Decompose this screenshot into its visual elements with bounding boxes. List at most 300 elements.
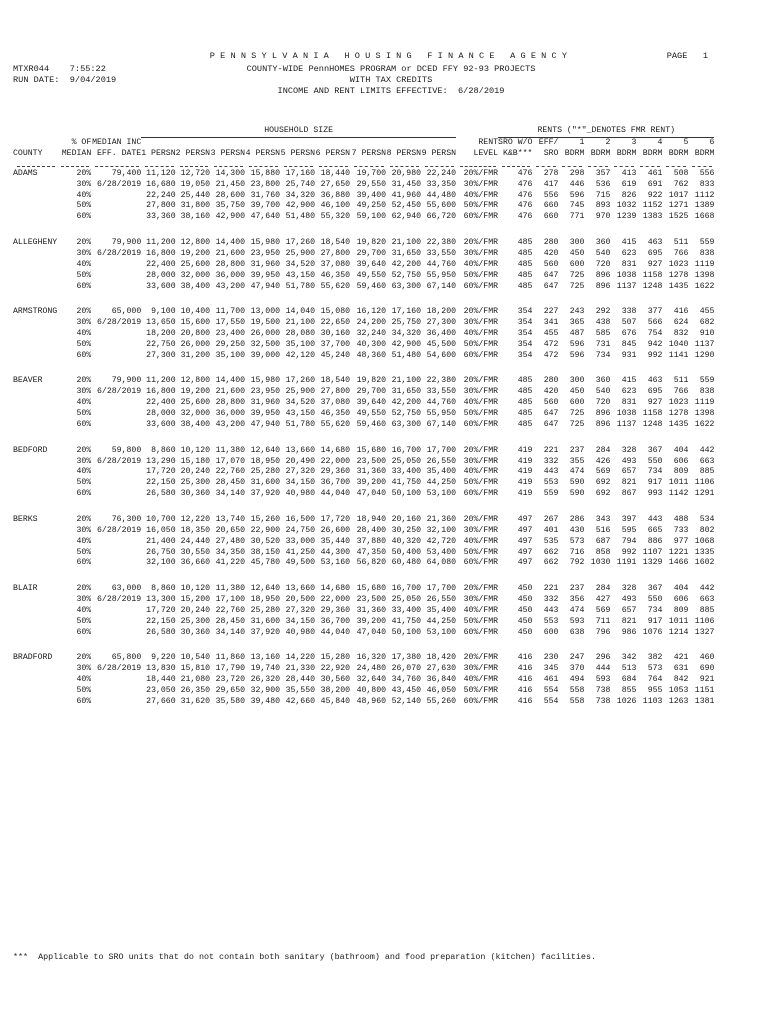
bdrm-rent: 1158 [642,409,663,419]
bdrm-rent: 600 [569,259,585,269]
income-limit: 16,800 [146,387,176,397]
bdrm-rent: 695 [647,248,663,258]
dash-rule [214,162,243,167]
eff-sro-rent: 345 [543,664,559,674]
effective-date-subtitle: INCOME AND RENT LIMITS EFFECTIVE: 6/28/2019 [277,86,505,96]
bdrm-rent: 1141 [668,350,689,360]
income-limit: 37,880 [356,536,387,546]
bdrm-rent: 360 [595,376,611,386]
table-row [13,318,714,329]
rent-level: 40%/FMR [463,605,499,615]
median-income: 79,900 [111,376,142,386]
bdrm-rent: 487 [569,328,585,338]
table-row [13,584,714,595]
bdrm-rent: 720 [595,398,611,408]
rent-level: 60%/FMR [463,489,499,499]
dash-rule [17,162,55,167]
income-limit: 10,400 [180,307,211,317]
income-limit: 40,980 [285,627,316,637]
eff-date: 6/28/2019 [97,387,142,397]
column-header [280,137,315,148]
income-limit: 31,450 [391,179,422,189]
sro-rent: 485 [517,398,533,408]
income-limit: 13,160 [250,653,281,663]
column-header: 1 PERSN [141,148,176,158]
county-name [13,201,57,212]
header-dash [498,160,532,169]
income-limit: 43,200 [215,420,246,429]
bdrm-rent: 684 [621,675,637,685]
income-limit: 14,040 [285,307,316,317]
percent-of-median: 30% [76,318,92,328]
header-dash [610,160,636,169]
column-header: 8 PERSN [386,148,422,158]
percent-of-median: 60% [76,350,92,360]
bdrm-rent: 550 [647,594,663,604]
bdrm-rent: 1335 [694,547,715,557]
county-name: BRADFORD [13,653,53,663]
column-header: 9 PERSN [421,148,457,158]
income-limit: 28,440 [285,675,316,685]
income-limit: 54,600 [426,350,457,360]
income-limit: 33,600 [146,281,176,291]
bdrm-rent: 1030 [590,558,611,568]
income-limit: 17,700 [426,445,457,455]
income-limit: 22,920 [320,664,351,674]
bdrm-rent: 237 [569,584,585,594]
eff-sro-rent: 341 [543,318,559,328]
bdrm-rent: 1383 [642,212,663,222]
rent-level: 40%/FMR [463,259,499,269]
bdrm-rent: 796 [595,627,611,637]
income-limit: 36,660 [180,558,211,568]
bdrm-rent: 1214 [668,627,689,637]
income-limit: 39,700 [250,201,281,211]
bdrm-rent: 970 [595,212,611,222]
column-header: EFF/ [538,137,559,147]
eff-sro-rent: 227 [543,307,559,317]
income-limit: 53,160 [320,558,351,568]
rent-level: 30%/FMR [463,318,499,328]
sro-rent: 476 [517,201,533,211]
income-limit: 11,380 [215,445,246,455]
county-name [13,457,57,468]
income-limit: 26,750 [146,547,176,557]
income-limit: 21,330 [285,664,316,674]
income-limit: 16,680 [146,179,176,189]
county-name: BERKS [13,514,38,524]
bdrm-rent: 443 [647,514,663,524]
income-limit: 34,140 [215,489,246,499]
bdrm-rent: 858 [595,547,611,557]
income-limit: 21,100 [391,237,422,247]
income-limit: 13,290 [146,456,176,466]
income-limit: 40,320 [391,536,422,546]
dash-rule [588,162,608,167]
county-name [13,271,57,282]
income-limit: 25,750 [391,318,422,328]
spacer-cell [13,292,714,307]
eff-sro-rent: 647 [543,281,559,291]
income-limit: 25,740 [285,179,316,189]
income-limit: 31,960 [250,259,281,269]
income-limit: 33,360 [146,212,176,222]
sro-rent: 416 [517,653,533,663]
income-limit: 20,980 [391,168,422,178]
bdrm-rent: 237 [569,445,585,455]
sro-rent: 416 [517,675,533,685]
eff-sro-rent: 401 [543,525,559,535]
bdrm-rent: 734 [647,467,663,477]
report-time: 7:55:22 [69,64,106,74]
bdrm-rent: 421 [673,653,689,663]
bdrm-rent: 367 [647,445,663,455]
table-row [13,307,714,318]
bdrm-rent: 1119 [694,398,715,408]
income-limit: 11,200 [146,376,176,386]
bdrm-rent: 1068 [694,536,715,546]
income-limit: 42,660 [285,696,316,706]
county-name [13,686,57,697]
income-limit: 48,960 [356,696,387,706]
income-limit: 34,150 [285,616,316,626]
income-limit: 18,950 [250,594,281,604]
income-limit: 17,720 [146,605,176,615]
dash-rule [502,162,530,167]
income-limit: 39,640 [356,398,387,408]
percent-of-median: 20% [76,376,92,386]
income-limit: 46,350 [320,270,351,280]
income-limit: 33,350 [426,179,457,189]
income-limit: 18,540 [320,376,351,386]
sro-rent: 476 [517,190,533,200]
rent-level: 20%/FMR [463,168,499,178]
bdrm-rent: 243 [569,307,585,317]
income-limit: 15,980 [250,237,281,247]
income-limit: 15,680 [356,584,387,594]
dash-rule [319,162,348,167]
sro-rent: 354 [517,328,533,338]
dash-rule [536,162,556,167]
median-income [91,201,141,212]
bdrm-rent: 558 [569,685,585,695]
bdrm-rent: 992 [647,350,663,360]
median-income [91,697,141,708]
median-income [91,548,141,559]
county-name [13,617,57,628]
bdrm-rent: 665 [647,525,663,535]
bdrm-rent: 328 [621,584,637,594]
eff-sro-rent: 660 [543,201,559,211]
table-row [13,489,714,500]
percent-of-median: 60% [76,627,92,637]
income-limit: 30,520 [250,536,281,546]
county-name [13,548,57,559]
bdrm-rent: 342 [621,653,637,663]
program-subtitle: COUNTY-WIDE PennHOMES PROGRAM or DCED FFY 92-93 PROJECTS [246,64,536,74]
sro-rent: 450 [517,616,533,626]
eff-date: 6/28/2019 [97,594,142,604]
bdrm-rent: 1032 [616,201,637,211]
bdrm-rent: 593 [595,675,611,685]
income-limit: 15,280 [320,653,351,663]
bdrm-rent: 585 [595,328,611,338]
income-limit: 37,080 [320,259,351,269]
county-name [13,398,57,409]
income-limit: 53,100 [426,627,457,637]
column-header: 2 PERSN [175,148,211,158]
header-dash-row [13,160,714,169]
income-limit: 12,640 [250,584,281,594]
eff-date: 6/28/2019 [97,318,142,328]
bdrm-rent: 596 [569,339,585,349]
income-limit: 36,400 [426,328,457,338]
income-limit: 35,100 [215,350,246,360]
table-row [13,340,714,351]
eff-sro-rent: 553 [543,616,559,626]
income-limit: 25,900 [285,248,316,258]
income-limit: 35,100 [285,339,316,349]
county-name: BEDFORD [13,445,48,455]
household-size-group-header: HOUSEHOLD SIZE [141,126,456,137]
bdrm-rent: 596 [569,190,585,200]
income-limit: 35,550 [285,685,316,695]
income-limit: 17,160 [285,168,316,178]
bdrm-rent: 516 [595,525,611,535]
median-income [91,260,141,271]
bdrm-rent: 955 [647,685,663,695]
income-limit: 23,500 [356,456,387,466]
eff-date: 6/28/2019 [97,248,142,258]
income-limit: 37,920 [250,489,281,499]
income-limit: 55,620 [320,281,351,291]
income-limit: 19,820 [356,237,387,247]
bdrm-rent: 355 [569,456,585,466]
income-limit: 40,300 [356,339,387,349]
percent-of-median: 40% [76,398,92,408]
eff-sro-rent: 280 [543,237,559,247]
income-limit: 16,120 [356,307,387,317]
income-limit: 39,200 [356,478,387,488]
income-limit: 28,800 [215,259,246,269]
income-limit: 39,000 [250,350,281,360]
income-limit: 53,100 [426,489,457,499]
income-limit: 33,550 [426,387,457,397]
rent-level: 60%/FMR [463,350,499,360]
bdrm-rent: 764 [647,675,663,685]
income-limit: 50,400 [391,547,422,557]
eff-sro-rent: 420 [543,387,559,397]
bdrm-rent: 1191 [616,558,637,568]
percent-of-median: 40% [76,536,92,546]
column-header: SRO [543,148,559,158]
column-header: 4 PERSN [245,148,281,158]
column-header: SRO W/O [498,137,533,147]
income-limit: 29,650 [215,685,246,695]
income-limit: 33,400 [391,605,422,615]
income-limit: 22,900 [250,525,281,535]
bdrm-rent: 569 [595,467,611,477]
income-limit: 42,720 [426,536,457,546]
income-limit: 18,540 [320,237,351,247]
income-limit: 34,320 [285,190,316,200]
income-limit: 27,630 [426,664,457,674]
income-limit: 18,420 [426,653,457,663]
eff-sro-rent: 267 [543,514,559,524]
percent-of-median: 20% [76,584,92,594]
bdrm-rent: 691 [647,179,663,189]
table-row [13,249,714,260]
bdrm-rent: 593 [569,616,585,626]
income-limit: 10,120 [180,584,211,594]
median-income [91,558,141,569]
income-limit: 12,640 [250,445,281,455]
header-dash [636,160,662,169]
income-limit: 8,860 [151,584,176,594]
bdrm-rent: 493 [621,594,637,604]
dash-rule [692,162,712,167]
percent-of-median: 50% [76,547,92,557]
header-dash [386,160,421,169]
bdrm-rent: 1106 [694,616,715,626]
income-limit: 18,200 [146,328,176,338]
median-income [91,606,141,617]
median-income [91,617,141,628]
income-limit: 19,500 [250,318,281,328]
bdrm-rent: 716 [569,547,585,557]
bdrm-rent: 300 [569,376,585,386]
bdrm-rent: 1053 [668,685,689,695]
report-id: MTXR044 [13,64,50,74]
bdrm-rent: 885 [699,467,715,477]
income-limit: 10,120 [180,445,211,455]
bdrm-rent: 917 [647,478,663,488]
eff-date: 6/28/2019 [97,525,142,535]
eff-sro-rent: 443 [543,467,559,477]
county-spacer [13,500,714,515]
income-limit: 44,480 [426,190,457,200]
income-limit: 19,050 [180,179,211,189]
income-limit: 55,950 [426,270,457,280]
bdrm-rent: 360 [595,237,611,247]
eff-sro-rent: 553 [543,478,559,488]
table-row [13,537,714,548]
income-limit: 42,900 [215,212,246,222]
income-limit: 37,080 [320,398,351,408]
income-limit: 22,240 [426,168,457,178]
bdrm-rent: 1466 [668,558,689,568]
bdrm-rent: 682 [699,318,715,328]
bdrm-rent: 1026 [616,696,637,706]
sro-rent: 476 [517,168,533,178]
bdrm-rent: 556 [699,168,715,178]
income-limit: 51,780 [285,281,316,291]
bdrm-rent: 833 [699,179,715,189]
bdrm-rent: 1011 [668,478,689,488]
income-limit: 35,750 [215,201,246,211]
income-limit: 13,830 [146,664,176,674]
bdrm-rent: 711 [595,616,611,626]
bdrm-rent: 1023 [668,259,689,269]
county-name [13,526,57,537]
percent-of-median: 50% [76,409,92,419]
income-limit: 43,200 [215,281,246,291]
income-limit: 13,740 [215,514,246,524]
county-name [13,351,57,362]
income-limit: 22,150 [146,616,176,626]
header-dash [584,160,610,169]
bdrm-rent: 566 [647,318,663,328]
income-limit: 22,400 [146,259,176,269]
county-name [13,249,57,260]
median-income [91,537,141,548]
table-row [13,628,714,639]
bdrm-rent: 328 [621,445,637,455]
income-limit: 36,000 [215,409,246,419]
rent-level: 60%/FMR [463,212,499,222]
income-limit: 51,480 [391,350,422,360]
income-limit: 26,000 [250,328,281,338]
income-limit: 26,580 [146,489,176,499]
eff-sro-rent: 461 [543,675,559,685]
income-limit: 27,660 [146,696,176,706]
sro-rent: 485 [517,409,533,419]
bdrm-rent: 540 [595,387,611,397]
percent-of-median: 50% [76,201,92,211]
income-limit: 21,360 [426,514,457,524]
income-limit: 39,950 [250,270,281,280]
sro-rent: 419 [517,456,533,466]
income-limit: 20,500 [285,594,316,604]
column-header-row-bottom [13,149,714,160]
bdrm-rent: 1622 [694,420,715,429]
sro-rent: 450 [517,594,533,604]
income-limit: 29,550 [356,179,387,189]
county-spacer [13,639,714,654]
table-row [13,697,714,708]
median-income [91,351,141,362]
income-limit: 14,680 [320,445,351,455]
income-limit: 35,580 [215,696,246,706]
county-name [13,409,57,420]
bdrm-rent: 534 [699,514,715,524]
bdrm-rent: 809 [673,605,689,615]
rent-level: 30%/FMR [463,594,499,604]
bdrm-rent: 745 [569,201,585,211]
bdrm-rent: 638 [569,627,585,637]
run-date: 9/04/2019 [69,75,117,85]
median-income [91,282,141,293]
income-limit: 24,480 [356,664,387,674]
percent-of-median: 60% [76,696,92,706]
rent-level: 20%/FMR [463,237,499,247]
spacer-cell [13,569,714,584]
income-limit: 32,000 [180,270,211,280]
income-limit: 39,640 [356,259,387,269]
eff-sro-rent: 417 [543,179,559,189]
bdrm-rent: 1158 [642,270,663,280]
income-limit: 15,600 [180,318,211,328]
column-header [386,137,421,148]
bdrm-rent: 404 [673,584,689,594]
table-row [13,664,714,675]
bdrm-rent: 921 [699,675,715,685]
bdrm-rent: 1119 [694,259,715,269]
rent-level: 50%/FMR [463,201,499,211]
sro-rent: 497 [517,547,533,557]
bdrm-rent: 442 [699,445,715,455]
income-limit: 11,120 [146,168,176,178]
